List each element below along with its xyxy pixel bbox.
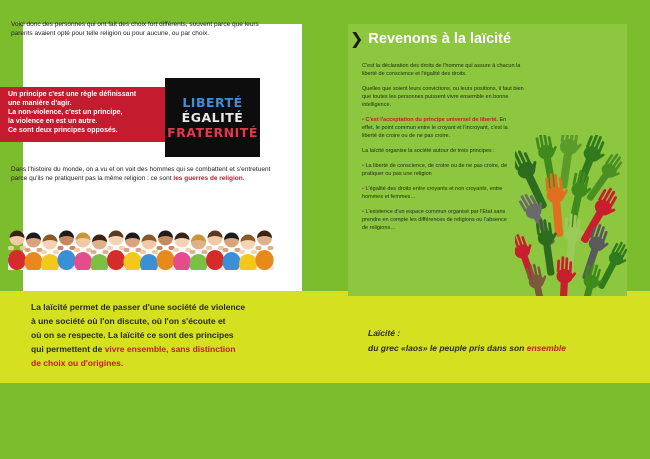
paragraph-declaration: C'est la déclaration des droits de l'homme qui assure à chacun la liberté de conscience et l'égalité des droits. — [362, 63, 521, 77]
intro-paragraph: Voici donc des personnes qui ont fait des choix fort différents, souvent parce que leurs parents avaient opté pour telle religion ou pour aucune, ou par choix. — [11, 21, 259, 37]
raised-hands-illustration — [515, 135, 627, 296]
child-figure — [157, 231, 175, 271]
principle-text — [8, 90, 183, 135]
history-emphasis: les guerres de religion — [173, 175, 243, 182]
child-figure — [8, 231, 26, 271]
bullet-liberty-rest: En effet, le point commun entre le croyant et l'incroyant, c'est la liberté de croire ou de ne pas croire. — [362, 117, 508, 139]
summary-line: La laïcité permet de passer d'une société de violence — [31, 302, 246, 312]
motto-egalite: ÉGALITÉ — [181, 110, 244, 125]
history-end: . — [242, 175, 245, 182]
republic-motto-logo — [165, 78, 260, 157]
summary-highlight-end: de choix ou d'origines. — [31, 358, 124, 368]
definition-emphasis: ensemble — [526, 343, 566, 353]
child-figure — [239, 235, 257, 271]
bullet-common-space-text: L'existence d'un espace commun organisé par l'Etat sans prendre en compte les différences de religions ou l'absence de religions… — [362, 209, 507, 231]
bullet-liberty — [362, 116, 512, 140]
child-figure — [140, 235, 158, 271]
principle-line: une manière d'agir. — [8, 100, 72, 107]
child-figure — [190, 235, 208, 271]
hand-icon — [560, 213, 586, 275]
child-figure — [58, 231, 76, 271]
history-paragraph — [11, 165, 273, 183]
child-figure — [107, 231, 125, 271]
laicite-definition — [368, 326, 566, 356]
principle-line: Ce sont deux principes opposés. — [8, 127, 118, 134]
child-figure — [25, 233, 43, 271]
child-figure — [91, 235, 109, 271]
bullet-liberty-bold: C'est l'acceptation du principe universel de liberté. — [365, 117, 498, 123]
bullet-marker: • — [362, 163, 366, 169]
principle-line: La non-violence, c'est un principe, — [8, 109, 123, 116]
paragraph-three-principles: La laïcité organise la société autour de trois principes : — [362, 148, 495, 154]
section-title — [350, 29, 511, 49]
bullet-equality-text: L'égalité des droits entre croyants et non croyants, entre hommes et femmes… — [362, 186, 503, 200]
child-figure — [223, 233, 241, 271]
bullet-common-space — [362, 208, 512, 232]
chevron-right-icon: ❯ — [350, 31, 364, 48]
child-figure — [124, 233, 142, 271]
bullet-marker: • — [362, 209, 366, 215]
summary-text — [31, 300, 301, 370]
children-photo — [8, 218, 274, 270]
child-figure — [74, 233, 92, 271]
summary-line: où on se respecte. La laïcité ce sont des principes — [31, 330, 234, 340]
summary-line-start: qui permettent de — [31, 344, 105, 354]
motto-fraternite: FRATERNITÉ — [167, 125, 258, 140]
bullet-conscience — [362, 162, 512, 178]
history-text: Dans l'histoire du monde, on a vu et on voit des hommes qui se combattent et s'entretuent parce qu'ils ne pratiquent pas la même religion : ce sont — [11, 166, 271, 182]
summary-line: à une société où l'on discute, où l'on s'écoute et — [31, 316, 226, 326]
summary-highlight: vivre ensemble, sans distinction — [104, 344, 236, 354]
right-column-text — [362, 62, 524, 239]
definition-text — [368, 341, 566, 356]
summary-line — [31, 342, 301, 356]
motto-liberte: LIBERTÉ — [182, 95, 243, 110]
principle-line: la violence en est un autre. — [8, 118, 98, 125]
child-figure — [41, 235, 59, 271]
child-figure — [206, 231, 224, 271]
definition-title: Laïcité : — [368, 328, 401, 338]
child-figure — [256, 231, 274, 271]
bullet-conscience-text: La liberté de conscience, de croire ou de ne pas croire, de pratiquer ou pas une religion — [362, 163, 508, 177]
paragraph-convictions: Quelles que soient leurs convictions, ou leurs positions, il faut bien que toutes les personnes puissent vivre ensemble en bonne intelligence. — [362, 86, 524, 108]
bullet-marker: • — [362, 186, 366, 192]
hand-icon — [555, 256, 578, 296]
section-title-text: Revenons à la laïcité — [368, 31, 512, 47]
child-figure — [173, 233, 191, 271]
principle-line: Un principe c'est une règle définissant — [8, 91, 137, 98]
definition-body: du grec «laos» le peuple pris dans son — [368, 343, 527, 353]
bullet-marker: • — [362, 117, 366, 123]
bullet-equality — [362, 185, 512, 201]
